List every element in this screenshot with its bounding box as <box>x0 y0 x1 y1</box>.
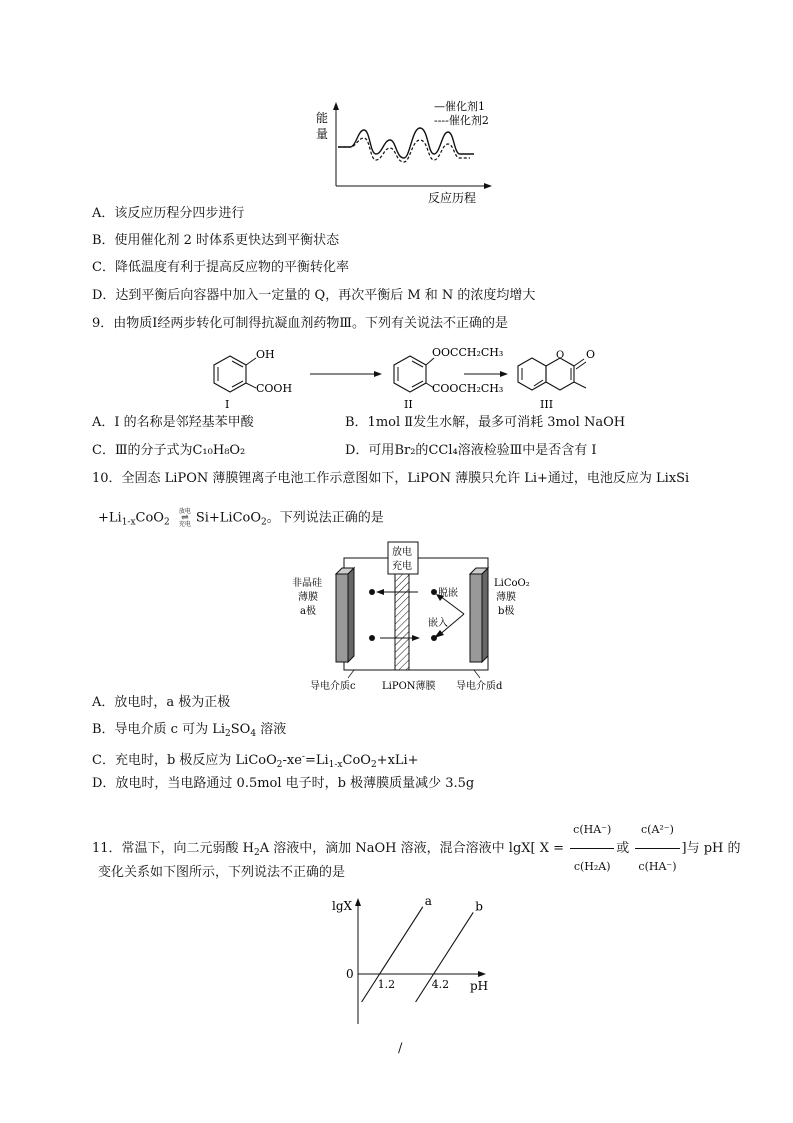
x-tick-label: 4.2 <box>431 978 450 991</box>
q10-s2-post: Si+LiCoO <box>195 510 262 526</box>
energy-y-label-2: 量 <box>316 127 329 141</box>
lipon-label: LiPON薄膜 <box>382 681 436 692</box>
q9-option-c <box>92 442 245 460</box>
q10-s2-sub3: 2 <box>261 517 267 528</box>
fraction-2-num: c(A²⁻) <box>635 812 679 849</box>
medium-c-label: 导电介质c <box>310 681 356 692</box>
q10-b-sub2: 4 <box>250 729 257 739</box>
q9-d-post: 溶液检验Ⅲ中是否含有 I <box>457 443 597 458</box>
q9-option-d <box>345 442 597 460</box>
q10-option-c <box>92 748 419 774</box>
q10-b-pre: B．导电介质 c 可为 Li <box>92 722 226 737</box>
q9-c-formula: C₁₀H₈O₂ <box>192 443 246 458</box>
mol1-cooh: COOH <box>256 382 293 395</box>
x-axis-label: pH <box>470 979 489 993</box>
q9-c-text: C．Ⅲ的分子式为 <box>92 443 193 458</box>
q11-mid: A 溶液中，滴加 NaOH 溶液，混合溶液中 lgX[ X = <box>259 841 565 856</box>
origin-label: 0 <box>346 967 354 981</box>
mol2-bottom-group: COOCH₂CH₃ <box>432 382 504 395</box>
series-label-b: b <box>475 899 483 914</box>
intercalation-label: 嵌入 <box>428 618 448 629</box>
q11-stem-2: 变化关系如下图所示，下列说法不正确的是 <box>98 865 346 880</box>
q10-stem-1: 10．全固态 LiPON 薄膜锂离子电池工作示意图如下，LiPON 薄膜只允许 Li+通过，电池反应为 LixSi <box>92 471 690 486</box>
q10-option-b <box>92 721 286 743</box>
fraction-2-den: c(HA⁻) <box>638 860 677 873</box>
q10-option-a: A．放电时，a 极为正极 <box>92 695 231 710</box>
fraction-1 <box>570 812 614 885</box>
q8-option-b: B．使用催化剂 2 时体系更快达到平衡状态 <box>92 233 340 248</box>
q10-s2-end: 。下列说法正确的是 <box>266 510 384 526</box>
q10-c-mid3: CoO <box>342 753 371 768</box>
medium-d-label: 导电介质d <box>456 681 503 692</box>
mol3-ring-o: O <box>556 350 565 361</box>
right-electrode-label-1: LiCoO₂ <box>494 578 530 589</box>
x-tick-label: 1.2 <box>377 978 396 991</box>
q9-stem: 9．由物质Ⅰ经两步转化可制得抗凝血剂药物Ⅲ。下列有关说法不正确的是 <box>92 316 508 331</box>
energy-y-label-1: 能 <box>316 111 329 125</box>
q10-b-post: 溶液 <box>256 722 287 737</box>
q10-b-sub: 2 <box>225 729 231 739</box>
q9-option-a: A．I 的名称是邻羟基苯甲酸 <box>92 415 254 430</box>
mol1-oh: OH <box>256 348 275 361</box>
label-ii: II <box>404 398 413 410</box>
left-electrode-label-2: 薄膜 <box>298 592 318 603</box>
q9-option-b: B．1mol Ⅱ发生水解，最多可消耗 3mol NaOH <box>345 415 626 430</box>
fraction-1-den: c(H₂A) <box>573 860 611 873</box>
fraction-2 <box>635 812 679 885</box>
energy-x-label: 反应历程 <box>428 191 477 205</box>
y-axis-label: lgX <box>332 899 353 913</box>
eq-discharge-label: 放电 <box>178 508 191 515</box>
q10-c-mid: -xe <box>282 753 302 768</box>
q10-c-pre: C．充电时，b 极反应为 LiCoO <box>92 753 277 768</box>
page-footer: / <box>398 1041 403 1056</box>
q10-stem-2: $+Li_{1-x}CoO_2$ 放电 ⇌ 充电 Si+LiCoO$_2$。下列说法正确的是 <box>98 508 384 528</box>
mol3-carbonyl-o: O <box>586 348 596 361</box>
q10-c-mid2: =Li <box>304 753 329 768</box>
label-iii: III <box>540 398 554 410</box>
q9-d-pre: D．可用 <box>345 443 395 458</box>
q10-s2-pre: +Li <box>98 510 122 526</box>
q11-sub: 2 <box>254 848 260 858</box>
q10-c-sup: - <box>301 752 305 762</box>
lgx-ph-chart <box>330 892 500 1032</box>
switch-discharge: 放电 <box>392 547 412 558</box>
q9-d-ccl4: CCl₄ <box>428 443 458 458</box>
q10-b-mid: SO <box>230 722 251 737</box>
q10-option-d: D．放电时，当电路通过 0.5mol 电子时，b 极薄膜质量减少 3.5g <box>92 776 475 791</box>
mol2-top-group: OOCCH₂CH₃ <box>432 346 504 359</box>
label-i: I <box>225 398 230 410</box>
series-label-a: a <box>424 893 432 908</box>
legend-catalyst-1: —催化剂1 <box>434 100 485 113</box>
q10-s2-sub: 1-x <box>121 517 136 528</box>
q11-or: 或 <box>616 841 630 856</box>
left-electrode-label-3: a极 <box>300 606 316 617</box>
q8-option-a: A．该反应历程分四步进行 <box>92 206 245 221</box>
left-electrode-label-1: 非晶硅 <box>292 578 322 589</box>
q8-option-d: D．达到平衡后向容器中加入一定量的 Q，再次平衡后 M 和 N 的浓度均增大 <box>92 288 536 303</box>
q10-s2-mid: CoO <box>135 510 164 526</box>
q10-c-s3: 2 <box>370 760 377 770</box>
battery-diagram <box>288 540 538 692</box>
q10-s2-sub2: 2 <box>163 517 170 528</box>
switch-charge: 充电 <box>392 561 412 572</box>
q9-reaction-scheme <box>200 338 620 410</box>
right-electrode-label-2: 薄膜 <box>496 592 516 603</box>
q8-option-c: C．降低温度有利于提高反应物的平衡转化率 <box>92 260 349 275</box>
q10-c-post: +xLi+ <box>376 753 419 768</box>
fraction-1-num: c(HA⁻) <box>570 812 614 849</box>
q9-d-mid: 的 <box>415 443 429 458</box>
deintercalation-label: 脱嵌 <box>438 588 458 599</box>
q9-d-br2: Br₂ <box>394 443 416 458</box>
q10-c-s1: 2 <box>276 760 283 770</box>
q10-c-s2: 1-x <box>328 760 343 770</box>
energy-diagram <box>310 96 510 206</box>
q11-post: ]与 pH 的 <box>681 841 741 856</box>
eq-charge-label: 充电 <box>178 521 191 528</box>
right-electrode-label-3: b极 <box>498 606 515 617</box>
legend-catalyst-2: ----催化剂2 <box>434 114 489 127</box>
q11-pre: 11．常温下，向二元弱酸 H <box>92 841 255 856</box>
